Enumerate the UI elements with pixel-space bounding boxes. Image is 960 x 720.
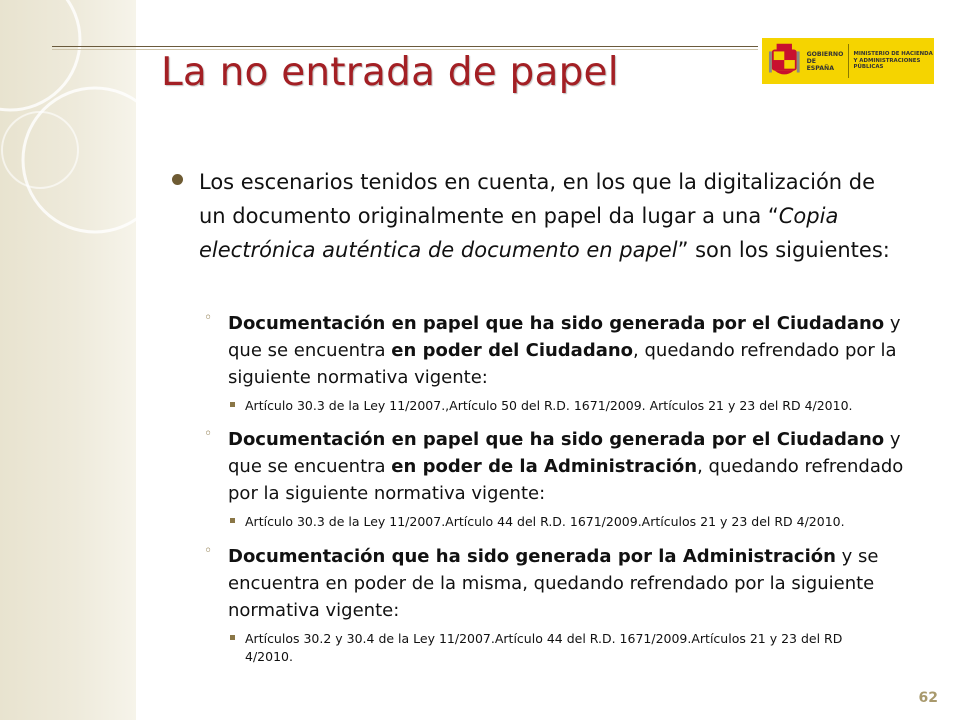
square-bullet-icon xyxy=(230,402,235,407)
scenario-bold-2: en poder de la Administración xyxy=(391,456,698,477)
scenario-reference xyxy=(230,630,890,666)
square-bullet-icon xyxy=(230,518,235,523)
ring-bullet-icon: ◦ xyxy=(204,310,213,326)
scenario-bold-1: Documentación que ha sido generada por la Administración xyxy=(228,546,836,567)
scenario-reference xyxy=(230,513,890,531)
page-number: 62 xyxy=(918,690,938,706)
scenario-text xyxy=(228,426,904,507)
intro-bullet xyxy=(168,165,898,267)
intro-text-part1: Los escenarios tenidos en cuenta, en los que la digitalización de un documento originalmente en papel da lugar a una “ xyxy=(199,170,876,228)
scenario-bold-2: en poder del Ciudadano xyxy=(391,340,634,361)
scenario-item xyxy=(204,543,904,624)
scenario-bold-1: Documentación en papel que ha sido generada por el Ciudadano xyxy=(228,313,885,334)
scenario-text xyxy=(228,310,904,391)
scenario-bold-1: Documentación en papel que ha sido generada por el Ciudadano xyxy=(228,429,885,450)
scenario-reference xyxy=(230,397,890,415)
square-bullet-icon xyxy=(230,635,235,640)
scenario-item xyxy=(204,310,904,391)
intro-text-part2: ” son los siguientes: xyxy=(677,238,890,262)
logo-gobierno-text: GOBIERNO DE ESPAÑA xyxy=(806,50,844,72)
scenario-plain-1: y que se encuentra xyxy=(228,429,901,477)
scenario-plain-2: , quedando refrendado por la siguiente normativa vigente: xyxy=(228,456,904,504)
scenario-reference-text: Artículos 30.2 y 30.4 de la Ley 11/2007.Artículo 44 del R.D. 1671/2009.Artículos 21 y 23 del RD 4/2010. xyxy=(245,631,843,664)
ring-bullet-icon: ◦ xyxy=(204,426,213,442)
scenario-reference-text: Artículo 30.3 de la Ley 11/2007.,Artículo 50 del R.D. 1671/2009. Artículos 21 y 23 del RD 4/2010. xyxy=(245,398,853,413)
intro-text-italic: Copia electrónica auténtica de documento en papel xyxy=(199,204,839,262)
decorative-circles xyxy=(0,0,136,720)
intro-text xyxy=(199,165,898,267)
scenario-item xyxy=(204,426,904,507)
title-divider xyxy=(52,46,758,47)
slide-title: La no entrada de papel xyxy=(161,50,619,95)
scenario-plain-1: y se encuentra en poder de la misma, quedando refrendado por la siguiente normativa vigente: xyxy=(228,546,879,621)
scenario-plain-1: y que se encuentra xyxy=(228,313,901,361)
scenario-reference-text: Artículo 30.3 de la Ley 11/2007.Artículo 44 del R.D. 1671/2009.Artículos 21 y 23 del RD 4/2010. xyxy=(245,514,845,529)
scenario-plain-2: , quedando refrendado por la siguiente normativa vigente: xyxy=(228,340,897,388)
scenario-text xyxy=(228,543,904,624)
logo-ministerio-text: MINISTERIO DE HACIENDA Y ADMINISTRACIONES PÚBLICAS xyxy=(853,51,933,71)
coat-of-arms-icon xyxy=(768,41,801,81)
decorative-side-band xyxy=(0,0,136,720)
ring-bullet-icon: ◦ xyxy=(204,543,213,559)
bullet-dot-icon xyxy=(172,174,183,185)
government-logo xyxy=(762,38,934,84)
logo-separator xyxy=(848,44,849,78)
